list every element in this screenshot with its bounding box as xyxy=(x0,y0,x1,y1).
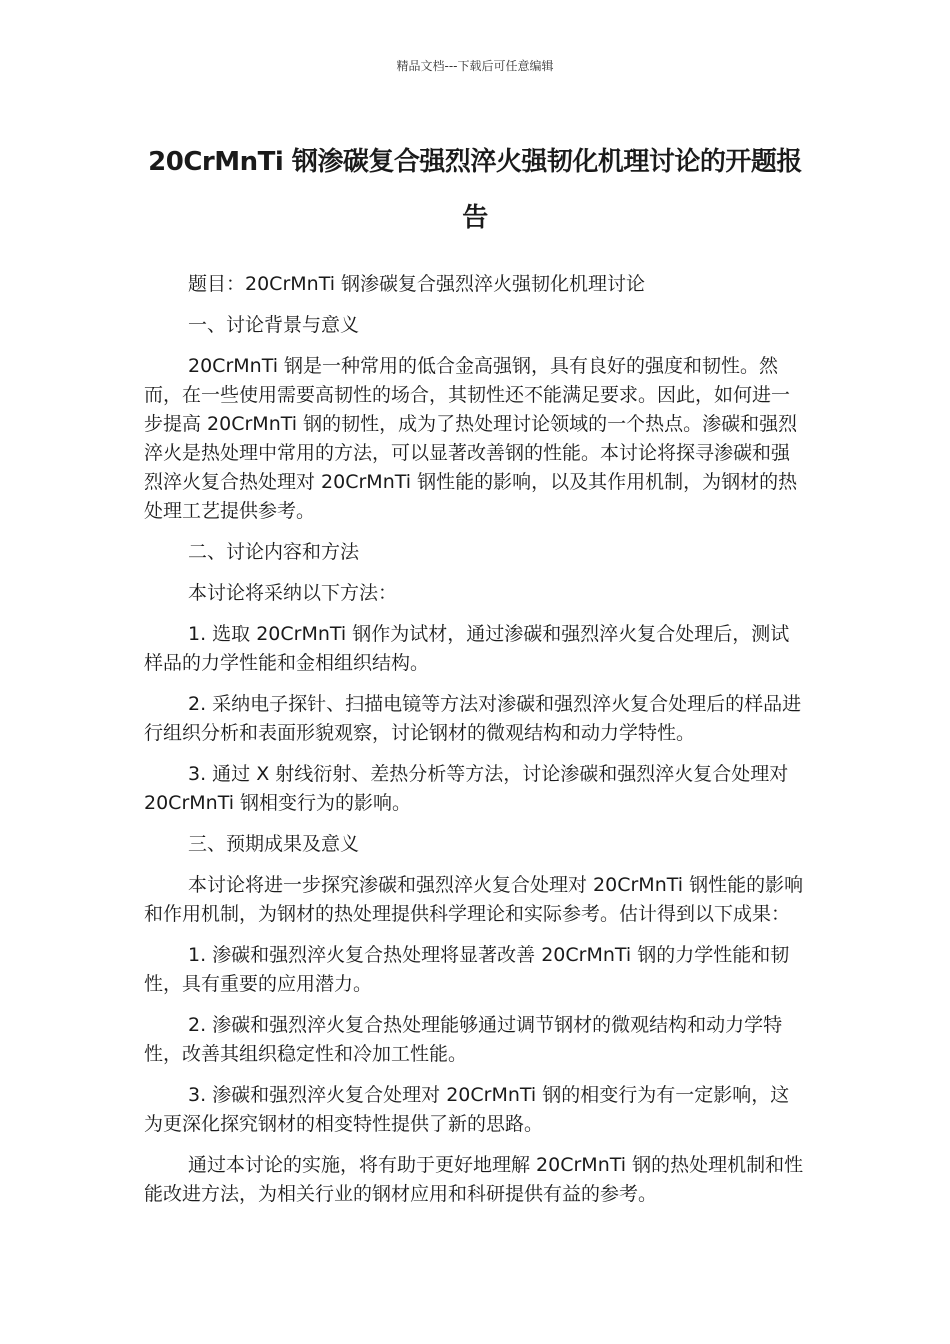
paragraph-methods-intro: 本讨论将采纳以下方法： xyxy=(188,582,398,604)
method-item-2: 2. 采纳电子探针、扫描电镜等方法对渗碳和强烈淬火复合处理后的样品进行组织分析和表面形貌观察，讨论钢材的微观结构和动力学特性。 xyxy=(144,693,802,744)
paragraph-conclusion: 通过本讨论的实施，将有助于更好地理解 20CrMnTi 钢的热处理机制和性能改进方法，为相关行业的钢材应用和科研提供有益的参考。 xyxy=(144,1154,804,1205)
paragraph-results-intro: 本讨论将进一步探究渗碳和强烈淬火复合处理对 20CrMnTi 钢性能的影响和作用机制，为钢材的热处理提供科学理论和实际参考。估计得到以下成果： xyxy=(144,874,804,925)
section-heading-methods: 二、讨论内容和方法 xyxy=(188,541,360,563)
document-body xyxy=(144,270,804,1221)
method-item-3: 3. 通过 X 射线衍射、差热分析等方法，讨论渗碳和强烈淬火复合处理对 20CrMnTi 钢相变行为的影响。 xyxy=(144,763,789,814)
topic-line: 题目：20CrMnTi 钢渗碳复合强烈淬火强韧化机理讨论 xyxy=(188,273,646,295)
method-item-1: 1. 选取 20CrMnTi 钢作为试材，通过渗碳和强烈淬火复合处理后，测试样品的力学性能和金相组织结构。 xyxy=(144,623,790,674)
section-heading-results: 三、预期成果及意义 xyxy=(188,833,360,855)
result-item-1: 1. 渗碳和强烈淬火复合热处理将显著改善 20CrMnTi 钢的力学性能和韧性，具有重要的应用潜力。 xyxy=(144,944,790,995)
result-item-2: 2. 渗碳和强烈淬火复合热处理能够通过调节钢材的微观结构和动力学特性，改善其组织稳定性和冷加工性能。 xyxy=(144,1014,783,1065)
page-header-watermark: 精品文档---下载后可任意编辑 xyxy=(396,59,554,73)
result-item-3: 3. 渗碳和强烈淬火复合处理对 20CrMnTi 钢的相变行为有一定影响，这为更深化探究钢材的相变特性提供了新的思路。 xyxy=(144,1084,790,1135)
document-title: 20CrMnTi 钢渗碳复合强烈淬火强韧化机理讨论的开题报告 xyxy=(148,147,802,233)
section-heading-background: 一、讨论背景与意义 xyxy=(188,314,360,336)
paragraph-background: 20CrMnTi 钢是一种常用的低合金高强钢，具有良好的强度和韧性。然而，在一些使用需要高韧性的场合，其韧性还不能满足要求。因此，如何进一步提高 20CrMnTi 钢的韧性，成为了热处理讨论领域的一个热点。渗碳和强烈淬火是热处理中常用的方法，可以显著改善钢的性能。本讨论将探寻渗碳和强烈淬火复合热处理对 20CrMnTi 钢性能的影响，以及其作用机制，为钢材的热处理工艺提供参考。 xyxy=(144,355,798,522)
